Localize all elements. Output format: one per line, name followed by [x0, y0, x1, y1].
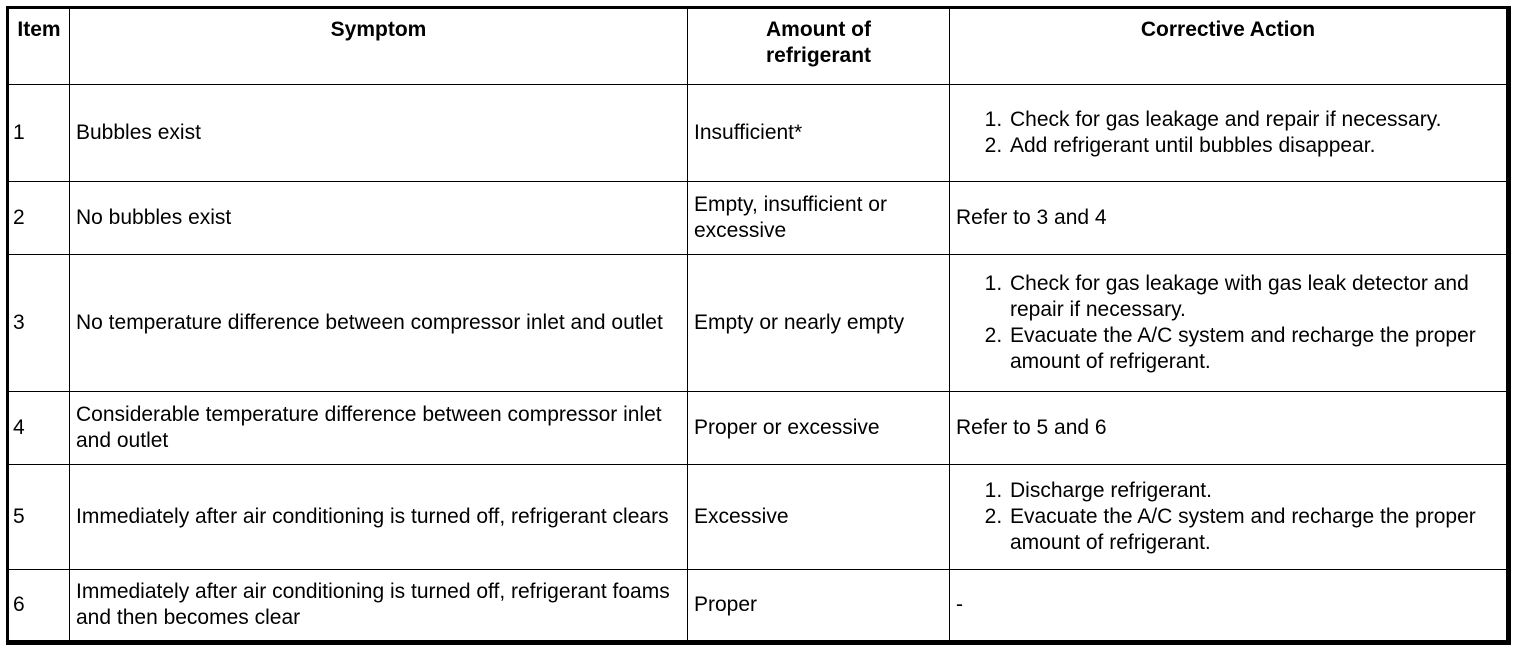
row-item: 1: [9, 85, 70, 182]
row-action: [950, 254, 1507, 391]
row-amount: Insufficient*: [688, 85, 950, 182]
row-symptom: Immediately after air conditioning is turned off, refrigerant foams and then becomes clear: [70, 570, 688, 641]
action-step-list: [956, 107, 1500, 159]
header-amount: Amount of refrigerant: [688, 9, 950, 85]
row-amount: Empty or nearly empty: [688, 254, 950, 391]
refrigerant-table-frame: [6, 6, 1511, 645]
row-item: 6: [9, 570, 70, 641]
row-item: 2: [9, 182, 70, 255]
row-action: [950, 85, 1507, 182]
action-step: 2. Add refrigerant until bubbles disappear.: [1008, 133, 1500, 159]
row-action: Refer to 3 and 4: [950, 182, 1507, 255]
table-header-row: [9, 9, 1507, 85]
row-symptom: Considerable temperature difference between compressor inlet and outlet: [70, 392, 688, 465]
action-step: 1. Check for gas leakage with gas leak detector and repair if necessary.: [1008, 271, 1500, 323]
table-row: [9, 85, 1507, 182]
row-action: [950, 465, 1507, 570]
action-step: 1. Check for gas leakage and repair if necessary.: [1008, 107, 1500, 133]
table-row: [9, 570, 1507, 641]
action-step: 2. Evacuate the A/C system and recharge the proper amount of refrigerant.: [1008, 504, 1500, 556]
row-item: 4: [9, 392, 70, 465]
row-amount: Proper: [688, 570, 950, 641]
header-symptom: Symptom: [70, 9, 688, 85]
row-amount: Proper or excessive: [688, 392, 950, 465]
action-step: 1. Discharge refrigerant.: [1008, 478, 1500, 504]
action-step-list: [956, 271, 1500, 375]
row-amount: Empty, insufficient or excessive: [688, 182, 950, 255]
table-row: [9, 254, 1507, 391]
row-action: -: [950, 570, 1507, 641]
table-row: [9, 465, 1507, 570]
row-item: 3: [9, 254, 70, 391]
row-symptom: No bubbles exist: [70, 182, 688, 255]
table-row: [9, 182, 1507, 255]
row-symptom: Immediately after air conditioning is turned off, refrigerant clears: [70, 465, 688, 570]
row-item: 5: [9, 465, 70, 570]
row-amount: Excessive: [688, 465, 950, 570]
refrigerant-diagnosis-table: [8, 8, 1507, 641]
row-symptom: Bubbles exist: [70, 85, 688, 182]
row-action: Refer to 5 and 6: [950, 392, 1507, 465]
action-step: 2. Evacuate the A/C system and recharge the proper amount of refrigerant.: [1008, 323, 1500, 375]
row-symptom: No temperature difference between compressor inlet and outlet: [70, 254, 688, 391]
header-corrective-action: Corrective Action: [950, 9, 1507, 85]
action-step-list: [956, 478, 1500, 556]
header-item: Item: [9, 9, 70, 85]
table-row: [9, 392, 1507, 465]
